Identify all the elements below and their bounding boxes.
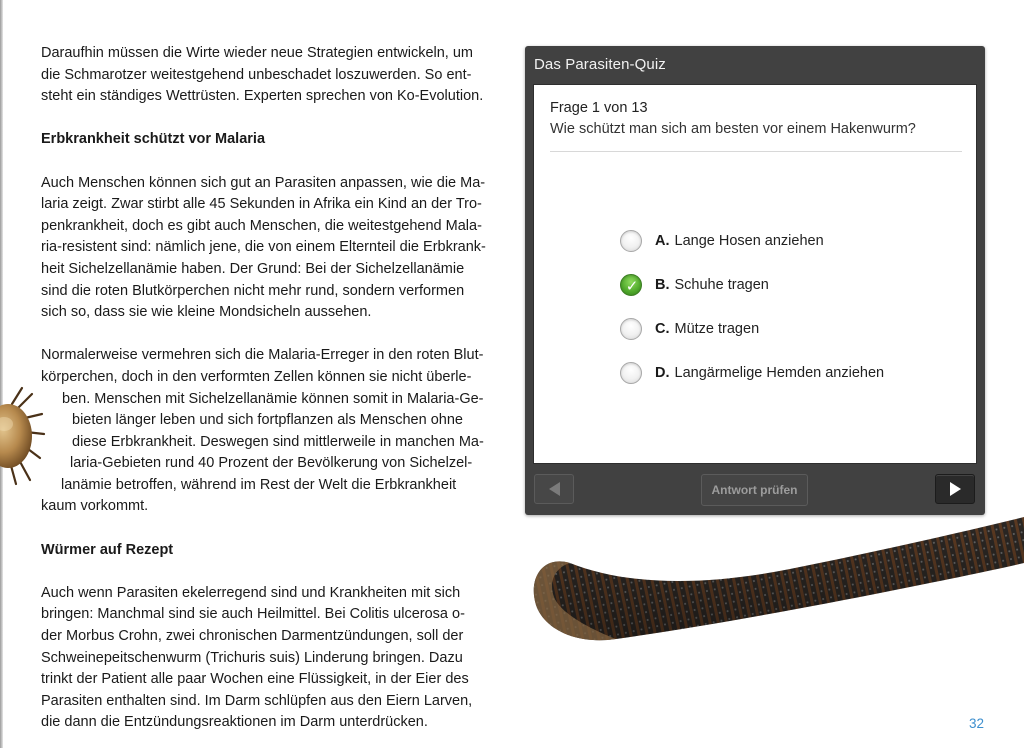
text-line: penkrankheit, doch es gibt auch Menschen, die weitestgehend Mala- bbox=[41, 217, 482, 234]
answer-letter: B. bbox=[655, 277, 670, 293]
checkmark-icon: ✓ bbox=[625, 277, 639, 295]
text-line: Auch Menschen können sich gut an Parasiten anpassen, wie die Ma- bbox=[41, 174, 486, 191]
book-spine bbox=[0, 0, 3, 748]
heading-malaria: Erbkrankheit schützt vor Malaria bbox=[41, 131, 266, 148]
question-counter: Frage 1 von 13 bbox=[550, 100, 648, 116]
question-text: Wie schützt man sich am besten vor einem Hakenwurm? bbox=[550, 121, 916, 137]
worm-illustration bbox=[520, 505, 1024, 665]
answer-option-b[interactable] bbox=[620, 272, 769, 298]
tick-illustration bbox=[0, 384, 64, 486]
check-answer-button[interactable]: Antwort prüfen bbox=[701, 474, 808, 506]
quiz-question-panel bbox=[533, 84, 977, 464]
heading-worms: Würmer auf Rezept bbox=[41, 541, 174, 558]
answer-label: Schuhe tragen bbox=[674, 277, 769, 293]
text-line: sich so, dass sie wie kleine Mondsicheln aussehen. bbox=[41, 304, 372, 321]
text-line: die dann die Entzündungsreaktionen im Darm unterdrücken. bbox=[41, 714, 428, 731]
text-line: körperchen, doch in den verformten Zellen können sie nicht überle- bbox=[41, 368, 472, 385]
text-line: Schweinepeitschenwurm (Trichuris suis) Linderung bringen. Dazu bbox=[41, 649, 463, 666]
triangle-left-icon bbox=[549, 482, 560, 496]
next-question-button[interactable] bbox=[935, 474, 975, 504]
paragraph-sickle-cell bbox=[41, 345, 511, 518]
text-line: trinkt der Patient alle paar Wochen eine Flüssigkeit, in der Eier des bbox=[41, 671, 469, 688]
text-line: Auch wenn Parasiten ekelerregend sind und Krankheiten mit sich bbox=[41, 584, 461, 601]
quiz-title: Das Parasiten-Quiz bbox=[534, 56, 666, 73]
text-line: laria zeigt. Zwar stirbt alle 45 Sekunden in Afrika ein Kind an der Tro- bbox=[41, 196, 482, 213]
paragraph-malaria bbox=[41, 173, 511, 324]
answer-letter: C. bbox=[655, 321, 670, 337]
text-line: Parasiten enthalten sind. Im Darm schlüpfen aus den Eiern Larven, bbox=[41, 692, 473, 709]
text-line: der Morbus Crohn, zwei chronischen Darmentzündungen, soll der bbox=[41, 628, 464, 645]
text-line: laria-Gebieten rund 40 Prozent der Bevölkerung von Sichelzel- bbox=[70, 455, 473, 472]
answer-option-c[interactable] bbox=[620, 316, 759, 342]
divider bbox=[550, 151, 962, 152]
text-line: lanämie betroffen, während im Rest der Welt die Erbkrankheit bbox=[61, 476, 457, 493]
text-line: bringen: Manchmal sind sie auch Heilmittel. Bei Colitis ulcerosa o- bbox=[41, 606, 465, 623]
text-line: steht ein ständiges Wettrüsten. Experten sprechen von Ko-Evolution. bbox=[41, 88, 484, 105]
radio-unchecked-icon[interactable] bbox=[620, 362, 642, 384]
answer-option-d[interactable] bbox=[620, 360, 884, 386]
text-line: diese Erbkrankheit. Deswegen sind mittlerweile in manchen Ma- bbox=[72, 433, 484, 450]
radio-checked-icon[interactable] bbox=[620, 274, 642, 296]
article-column bbox=[41, 43, 511, 734]
text-line: ben. Menschen mit Sichelzellanämie können somit in Malaria-Ge- bbox=[62, 390, 484, 407]
answer-letter: D. bbox=[655, 365, 670, 381]
text-line: ria-resistent sind: nämlich jene, die von einem Elternteil die Erbkrank- bbox=[41, 239, 486, 256]
text-line: Daraufhin müssen die Wirte wieder neue Strategien entwickeln, um bbox=[41, 45, 473, 61]
previous-question-button[interactable] bbox=[534, 474, 574, 504]
page-number: 32 bbox=[969, 716, 985, 731]
text-line: Normalerweise vermehren sich die Malaria-Erreger in den roten Blut- bbox=[41, 347, 484, 364]
text-line: heit Sichelzellanämie haben. Der Grund: Bei der Sichelzellanämie bbox=[41, 260, 465, 277]
radio-unchecked-icon[interactable] bbox=[620, 318, 642, 340]
paragraph-worm-therapy bbox=[41, 583, 511, 734]
answer-label: Lange Hosen anziehen bbox=[674, 233, 824, 249]
answer-option-a[interactable] bbox=[620, 228, 824, 254]
radio-unchecked-icon[interactable] bbox=[620, 230, 642, 252]
text-line: die Schmarotzer weitestgehend unbeschadet loszuwerden. So ent- bbox=[41, 66, 472, 83]
paragraph-coevolution bbox=[41, 43, 511, 108]
text-line: bieten länger leben und sich fortpflanzen als Menschen ohne bbox=[72, 412, 463, 429]
text-line: kaum vorkommt. bbox=[41, 498, 149, 515]
text-line: sind die roten Blutkörperchen nicht mehr rund, sondern verformen bbox=[41, 282, 465, 299]
answer-label: Mütze tragen bbox=[674, 321, 760, 337]
triangle-right-icon bbox=[950, 482, 961, 496]
answer-letter: A. bbox=[655, 233, 670, 249]
answer-label: Langärmelige Hemden anziehen bbox=[674, 365, 885, 381]
quiz-widget bbox=[525, 46, 985, 515]
